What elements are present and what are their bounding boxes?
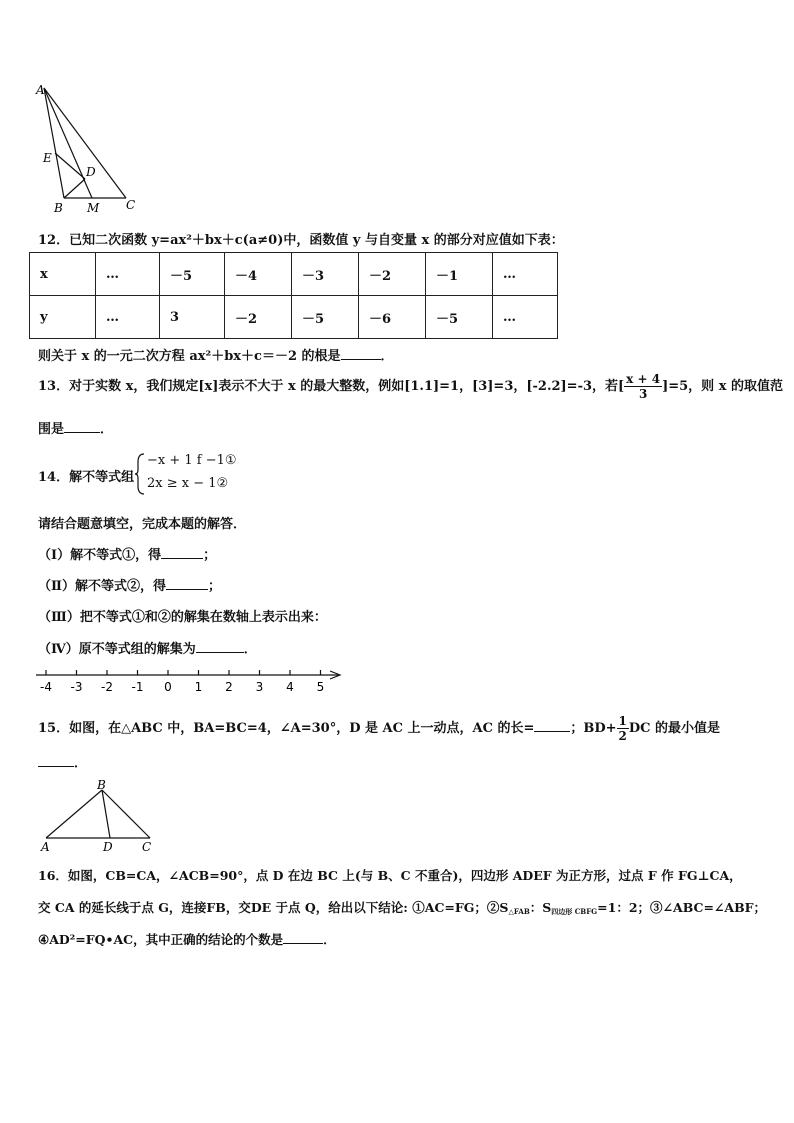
q14-brace-icon <box>134 452 146 496</box>
answer-blank <box>196 640 244 653</box>
q16-line2 <box>38 898 766 917</box>
answer-blank <box>38 754 74 767</box>
inequality-2-mark: ② <box>216 476 229 491</box>
table-cell: －4 <box>225 253 292 296</box>
label-b: B <box>54 201 63 215</box>
label-c: C <box>142 840 152 854</box>
q12-question <box>38 345 394 364</box>
q15-fraction <box>617 714 629 743</box>
table-cell: －5 <box>426 296 493 339</box>
inequality-2-text: 2x ≥ x − 1 <box>147 476 217 491</box>
step-1-sep: ； <box>203 548 217 563</box>
fraction-denominator: 2 <box>618 729 627 743</box>
fraction-denominator: 3 <box>638 387 648 401</box>
q13-fraction <box>624 372 662 401</box>
table-cell: －1 <box>426 253 493 296</box>
answer-blank <box>64 420 100 433</box>
q12-end: ． <box>380 349 394 364</box>
q16-line3-text: ④AD²=FQ•AC，其中正确的结论的个数是 <box>38 932 284 947</box>
label-c: C <box>126 198 136 212</box>
table-cell: … <box>493 253 558 296</box>
fraction-numerator: x + 4 <box>626 372 661 386</box>
number-line-label: 0 <box>164 680 172 694</box>
q12-value-table <box>29 252 558 339</box>
q14-stem: 14．解不等式组 <box>38 470 135 485</box>
answer-blank <box>341 347 381 360</box>
table-cell: … <box>493 296 558 339</box>
table-cell: －3 <box>292 253 359 296</box>
q16-line2-mid: ：S <box>529 900 552 915</box>
number-line-label: 5 <box>316 680 325 694</box>
number-line-label: 4 <box>286 680 294 694</box>
table-cell: … <box>96 253 160 296</box>
q13-line1 <box>38 372 783 401</box>
table-row-y <box>30 296 558 339</box>
q15-end: ． <box>74 756 88 771</box>
step-2-sep: ； <box>207 579 221 594</box>
q14-step-1 <box>38 544 216 563</box>
q14-inequality-1 <box>147 453 237 468</box>
label-a: A <box>41 840 50 854</box>
q13-end: ． <box>100 422 114 437</box>
q14-step-2 <box>38 575 221 594</box>
q12-stem: 12．已知二次函数 y=ax²＋bx＋c(a≠0)中，函数值 y 与自变量 x 的部分对应值如下表： <box>38 233 564 248</box>
q14-inequality-2 <box>147 476 228 491</box>
segment-ab <box>46 790 102 838</box>
q15-text-post: DC 的最小值是 <box>628 721 721 736</box>
number-line-label: -4 <box>40 680 52 694</box>
inequality-1-mark: ① <box>224 453 237 468</box>
table-cell: … <box>96 296 160 339</box>
q16-line1: 16．如图，CB=CA，∠ACB=90°，点 D 在边 BC 上(与 B、C 不重合)，四边形 ADEF 为正方形，过点 F 作 FG⊥CA， <box>38 868 742 883</box>
fraction-numerator: 1 <box>618 714 627 728</box>
q15-line1 <box>38 714 720 743</box>
table-cell: y <box>30 296 96 339</box>
q16-subscript-2: 四边形 CBFG <box>551 907 598 916</box>
table-cell: －5 <box>292 296 359 339</box>
q15-text-pre: 15．如图，在△ABC 中，BA=BC=4，∠A=30°，D 是 AC 上一动点，AC 的长= <box>38 721 535 736</box>
step-4-text: （Ⅳ）原不等式组的解集为 <box>38 642 196 657</box>
answer-blank <box>534 719 570 732</box>
answer-blank <box>283 931 323 944</box>
step-1-text: （Ⅰ）解不等式①，得 <box>38 548 162 563</box>
q14-instruction: 请结合题意填空，完成本题的解答． <box>38 517 247 532</box>
number-line-label: 2 <box>225 680 233 694</box>
table-cell: －2 <box>359 253 426 296</box>
number-line-label: -2 <box>101 680 113 694</box>
inequality-1-text: −x + 1 f −1 <box>147 453 225 468</box>
q13-line2 <box>38 418 113 437</box>
q15-line2 <box>38 752 87 771</box>
number-line-label: -3 <box>70 680 83 694</box>
q16-line2-post: =1：2；③∠ABC=∠ABF； <box>597 900 767 915</box>
answer-blank <box>161 546 203 559</box>
number-line-label: -1 <box>131 680 144 694</box>
q15-text-mid: ；BD+ <box>570 721 617 736</box>
table-row-x <box>30 253 558 296</box>
q14-step-3: （Ⅲ）把不等式①和②的解集在数轴上表示出来： <box>38 610 327 625</box>
table-cell: －5 <box>160 253 225 296</box>
number-line-label: 1 <box>194 680 203 694</box>
table-cell: －6 <box>359 296 426 339</box>
step-2-text: （Ⅱ）解不等式②，得 <box>38 579 166 594</box>
label-b: B <box>97 778 106 792</box>
number-line <box>34 666 346 696</box>
q13-line2-text: 围是 <box>38 422 65 437</box>
label-m: M <box>87 201 100 215</box>
label-e: E <box>43 151 52 165</box>
triangle-figure-2 <box>38 778 156 854</box>
q16-line3 <box>38 930 336 948</box>
q14-step-4 <box>38 638 257 657</box>
q13-text-post: ]=5，则 x 的取值范 <box>662 379 783 394</box>
step-4-end: ． <box>243 642 257 657</box>
table-cell: －2 <box>225 296 292 339</box>
number-line-label: 3 <box>255 680 264 694</box>
q16-end: ． <box>323 932 336 947</box>
table-cell: 3 <box>160 296 225 339</box>
table-cell: x <box>30 253 96 296</box>
q16-subscript-1: △FAB <box>508 907 530 916</box>
segment-bd <box>64 179 85 198</box>
triangle-figure-1 <box>34 82 144 217</box>
label-d: D <box>86 165 96 179</box>
label-d: D <box>103 840 113 854</box>
q16-line2-pre: 交 CA 的延长线于点 G，连接FB，交DE 于点 Q，给出以下结论: ①AC=FG；②S <box>38 900 509 915</box>
q12-question-text: 则关于 x 的一元二次方程 ax²＋bx＋c＝－2 的根是 <box>38 349 341 364</box>
q13-text-pre: 13．对于实数 x，我们规定[x]表示不大于 x 的最大整数，例如[1.1]=1，[3]=3，[-2.2]=-3，若[ <box>38 379 625 394</box>
segment-ab <box>44 88 64 198</box>
label-a: A <box>36 83 45 97</box>
answer-blank <box>166 577 208 590</box>
